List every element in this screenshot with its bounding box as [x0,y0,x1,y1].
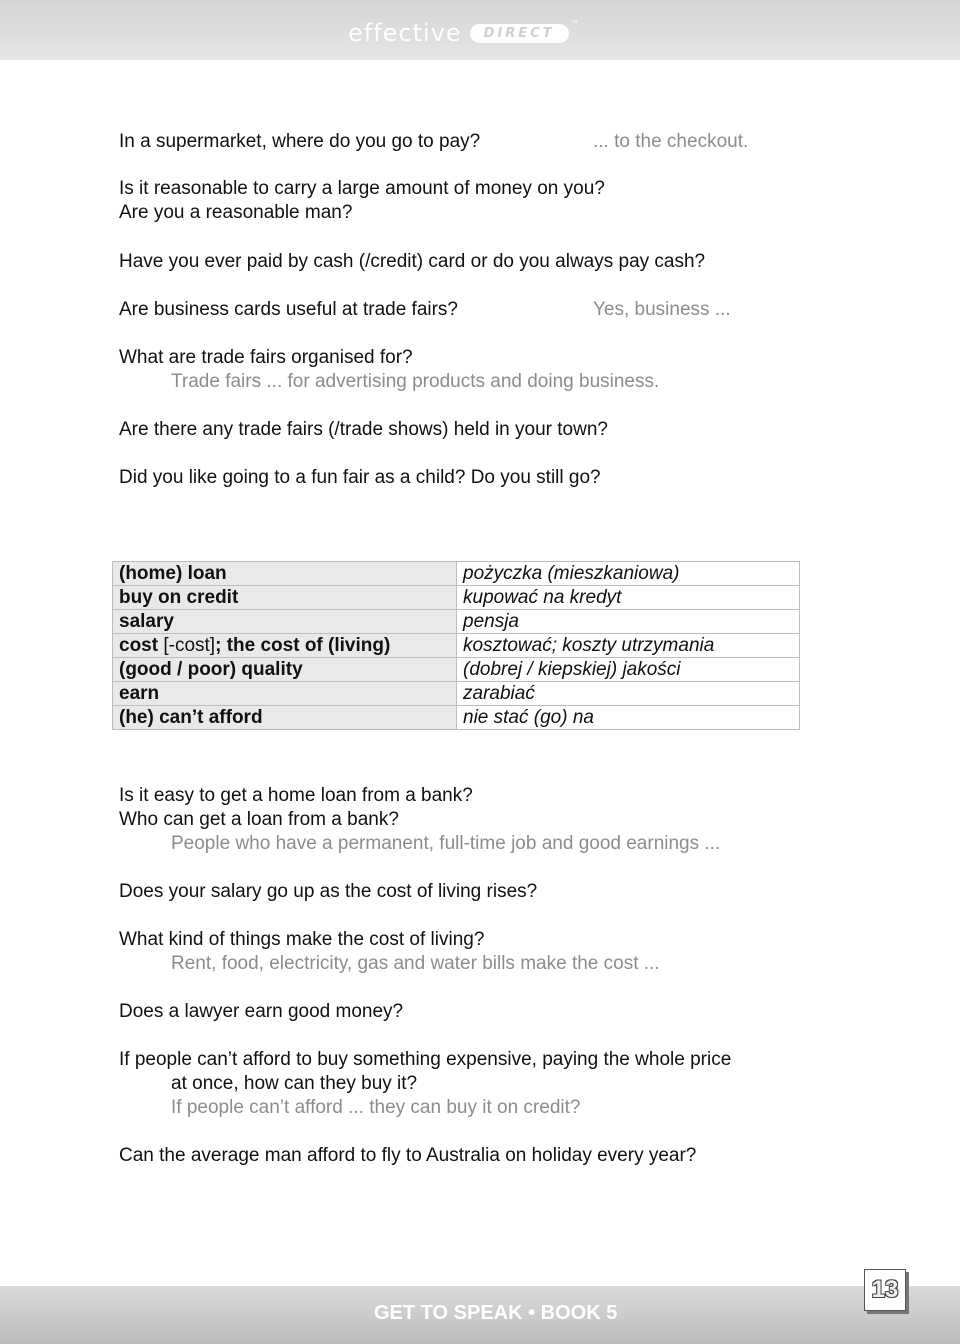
polish-translation: kosztować; koszty utrzymania [457,634,800,658]
answer-hint: Rent, food, electricity, gas and water bills make the cost ... [171,953,660,974]
question: Are business cards useful at trade fairs? [119,299,459,320]
term-bold: cost [119,635,159,656]
question: at once, how can they buy it? [171,1073,418,1094]
logo-badge: DIRECT [470,24,569,43]
table-row [113,682,800,706]
table-row [113,658,800,682]
table-row [113,610,800,634]
polish-translation: pożyczka (mieszkaniowa) [457,562,800,586]
english-term: (he) can’t afford [113,706,457,730]
english-term: earn [113,682,457,706]
polish-translation: kupować na kredyt [457,586,800,610]
question: Are you a reasonable man? [119,202,353,223]
polish-translation: (dobrej / kiepskiej) jakości [457,658,800,682]
question: Have you ever paid by cash (/credit) card or do you always pay cash? [119,251,706,272]
table-row [113,562,800,586]
english-term: buy on credit [113,586,457,610]
english-term: (good / poor) quality [113,658,457,682]
polish-translation: pensja [457,610,800,634]
table-row [113,706,800,730]
question: What are trade fairs organised for? [119,347,413,368]
question: In a supermarket, where do you go to pay? [119,131,481,152]
english-term: (home) loan [113,562,457,586]
page-header [0,0,960,60]
question: Does your salary go up as the cost of living rises? [119,881,538,902]
question: Did you like going to a fun fair as a child? Do you still go? [119,467,601,488]
answer-hint: If people can’t afford ... they can buy it on credit? [171,1097,581,1118]
table-row [113,634,800,658]
question: Is it easy to get a home loan from a bank? [119,785,473,806]
page-number: 13 [864,1269,906,1311]
answer-hint: Trade fairs ... for advertising products and doing business. [171,371,660,392]
question: Are there any trade fairs (/trade shows) held in your town? [119,419,608,440]
polish-translation: zarabiać [457,682,800,706]
footer-title: GET TO SPEAK • BOOK 5 [374,1302,618,1324]
logo-wordmark: effective [348,19,462,47]
brand-logo [348,18,578,48]
question: What kind of things make the cost of living? [119,929,485,950]
question: Can the average man afford to fly to Australia on holiday every year? [119,1145,697,1166]
answer-hint: Yes, business ... [593,299,731,320]
question: Does a lawyer earn good money? [119,1001,404,1022]
answer-hint: People who have a permanent, full-time job and good earnings ... [171,833,721,854]
question: Is it reasonable to carry a large amount of money on you? [119,178,605,199]
question: Who can get a loan from a bank? [119,809,399,830]
term-rest: ; the cost of (living) [215,635,391,656]
logo-trademark: ™ [570,20,578,27]
question: If people can’t afford to buy something expensive, paying the whole price [119,1049,732,1070]
term-forms: [-cost] [158,635,216,656]
english-term [113,634,457,658]
page-footer [0,1286,960,1344]
polish-translation: nie stać (go) na [457,706,800,730]
english-term: salary [113,610,457,634]
answer-hint: ... to the checkout. [593,131,749,152]
table-row [113,586,800,610]
vocabulary-table [112,561,800,730]
